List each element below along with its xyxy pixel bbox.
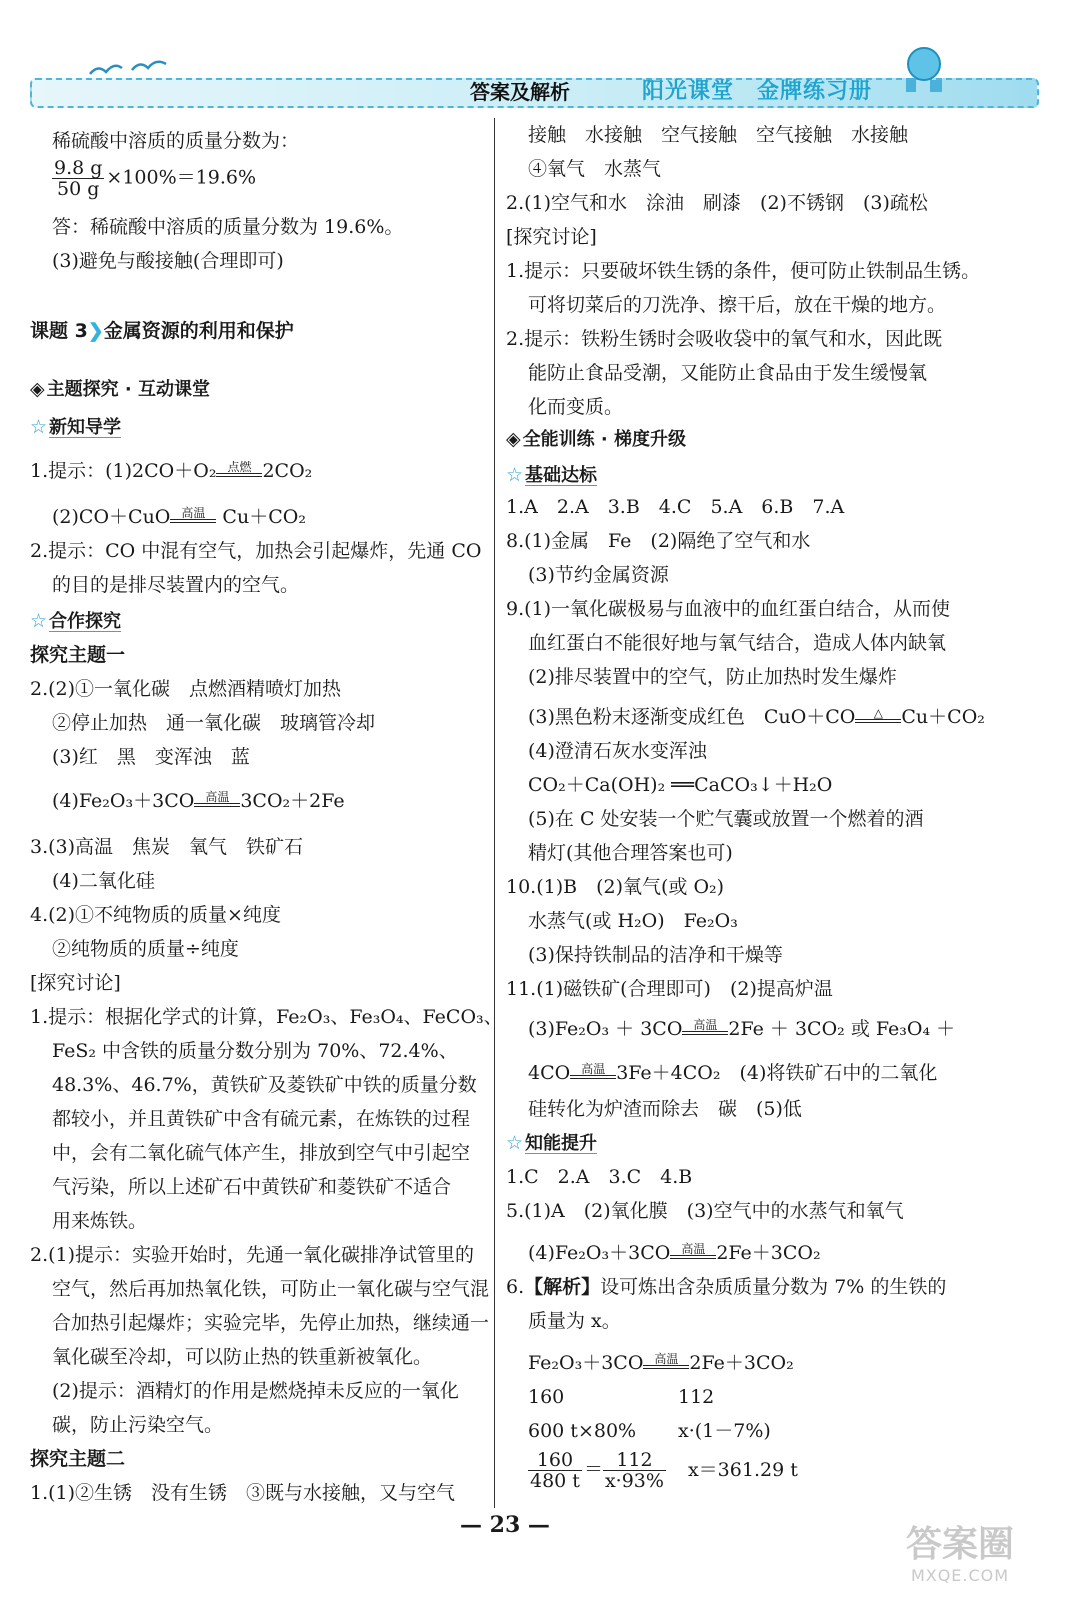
text-line: 11.(1)磁铁矿(合理即可) (2)提高炉温 [506, 978, 833, 1000]
text-line: 空气，然后再加热氧化铁，可防止一氧化碳与空气混 [52, 1278, 490, 1300]
answer-line: 1.A 2.A 3.B 4.C 5.A 6.B 7.A [506, 496, 845, 518]
text-line: 精灯(其他合理答案也可) [528, 842, 733, 864]
page-number: — 23 — [460, 1512, 550, 1538]
text-line: 48.3%、46.7%，黄铁矿及菱铁矿中铁的质量分数 [52, 1074, 477, 1096]
diamond-icon: ◈ [30, 378, 45, 400]
text-line: ④氧气 水蒸气 [528, 158, 662, 180]
section-title: ◈ 主题探究 · 互动课堂 [30, 378, 210, 400]
fraction: $\frac{112}{x\cdot 93\%}$ [604, 1449, 664, 1492]
text-line: 质量为 x。 [528, 1310, 621, 1332]
reaction-arrow: 高温 [170, 507, 216, 530]
equation-line: (4)Fe₂O₃＋3CO 高温 2Fe＋3CO₂ [528, 1242, 821, 1264]
equation-line: Fe₂O₃＋3CO 高温 2Fe＋3CO₂ [528, 1352, 794, 1374]
text-line: 气污染，所以上述矿石中黄铁矿和菱铁矿不适合 [52, 1176, 452, 1198]
fraction: $\frac{160}{480 t}$ [530, 1449, 580, 1492]
star-icon: ☆ [30, 416, 48, 438]
equation-line: (3)黑色粉末逐渐变成红色 CuO＋CO △ Cu＋CO₂ [528, 706, 985, 728]
text-line: 能防止食品受潮，又能防止食品由于发生缓慢氧 [528, 362, 928, 384]
fraction-line: $\frac{9.8 g}{50 g}$ ×100%＝19.6% [54, 157, 257, 200]
header-brand: 阳光课堂 金牌练习册 [642, 79, 873, 104]
proportion-line: $\frac{160}{480 t}$ ＝ $\frac{112}{x\cdot 93\%}$ x＝361.29 t [530, 1449, 798, 1492]
column-divider [494, 118, 495, 1508]
text-line: 血红蛋白不能很好地与氧气结合，造成人体内缺氧 [528, 632, 947, 654]
text-line: ②纯物质的质量÷纯度 [52, 938, 239, 960]
reaction-arrow: 高温 [682, 1019, 728, 1042]
text-line: 水蒸气(或 H₂O) Fe₂O₃ [528, 910, 738, 932]
star-icon: ☆ [506, 1132, 524, 1154]
text-line: 4.(2)①不纯物质的质量×纯度 [30, 904, 281, 926]
star-icon: ☆ [506, 464, 524, 486]
subsection-title: ☆ 合作探究 [30, 610, 122, 632]
equation-line: (2)CO＋CuO 高温 Cu＋CO₂ [52, 506, 306, 528]
diamond-icon: ◈ [506, 428, 521, 450]
text-line: (3)保持铁制品的洁净和干燥等 [528, 944, 783, 966]
text-line: 化而变质。 [528, 396, 624, 418]
globe-icon [892, 40, 952, 96]
text-line: 2.(1)空气和水 涂油 刷漆 (2)不锈钢 (3)疏松 [506, 192, 928, 214]
text-line: 5.(1)A (2)氧化膜 (3)空气中的水蒸气和氧气 [506, 1200, 904, 1222]
text-line: 8.(1)金属 Fe (2)隔绝了空气和水 [506, 530, 811, 552]
text-line: 2.提示：铁粉生锈时会吸收袋中的氧气和水，因此既 [506, 328, 943, 350]
text-line: 都较小，并且黄铁矿中含有硫元素，在炼铁的过程 [52, 1108, 471, 1130]
chevron-right-icon: ❯ [87, 320, 104, 342]
reaction-arrow: 高温 [194, 791, 240, 814]
text-line: [探究讨论] [30, 972, 121, 994]
text-line: 碳，防止污染空气。 [52, 1414, 224, 1436]
text-line: FeS₂ 中含铁的质量分数分别为 70%、72.4%、 [52, 1040, 458, 1062]
equation-line: 4CO 高温 3Fe＋4CO₂ (4)将铁矿石中的二氧化 [528, 1062, 938, 1084]
text-line: (2)排尽装置中的空气，防止加热时发生爆炸 [528, 666, 897, 688]
topic-heading: 探究主题二 [30, 1448, 126, 1470]
subsection-title: ☆ 基础达标 [506, 464, 598, 486]
text-line: 9.(1)一氧化碳极易与血液中的血红蛋白结合，从而使 [506, 598, 951, 620]
topic-heading: 探究主题一 [30, 644, 126, 666]
answer-line: 1.C 2.A 3.C 4.B [506, 1166, 693, 1188]
fraction: $\frac{9.8 g}{50 g}$ [54, 157, 103, 200]
text-line: 1.(1)②生锈 没有生锈 ③既与水接触，又与空气 [30, 1482, 456, 1504]
reaction-arrow: △ [855, 707, 901, 730]
text-line: 稀硫酸中溶质的质量分数为： [52, 130, 300, 152]
header-title: 答案及解析 [470, 80, 570, 104]
subsection-title: ☆ 新知导学 [30, 416, 122, 438]
text-line: 2.提示：CO 中混有空气，加热会引起爆炸，先通 CO [30, 540, 482, 562]
calc-line: 160 112 [528, 1386, 715, 1408]
equation-line: (3)Fe₂O₃ ＋ 3CO 高温 2Fe ＋ 3CO₂ 或 Fe₃O₄ ＋ [528, 1018, 956, 1040]
text-line: 硅转化为炉渣而除去 碳 (5)低 [528, 1098, 802, 1120]
text-line: 合加热引起爆炸；实验完毕，先停止加热，继续通一 [52, 1312, 490, 1334]
text-line: 1.提示：根据化学式的计算，Fe₂O₃、Fe₃O₄、FeCO₃、 [30, 1006, 503, 1028]
section-title: ◈ 全能训练 · 梯度升级 [506, 428, 686, 450]
text-line: 10.(1)B (2)氧气(或 O₂) [506, 876, 725, 898]
text-line: 氧化碳至冷却，可以防止热的铁重新被氧化。 [52, 1346, 433, 1368]
star-icon: ☆ [30, 610, 48, 632]
watermark-logo: 答案圈 MXQE.COM [905, 1524, 1014, 1585]
text-line: (4)二氧化硅 [52, 870, 155, 892]
text-line: 2.(1)提示：实验开始时，先通一氧化碳排净试管里的 [30, 1244, 475, 1266]
equation-line: (4)Fe₂O₃＋3CO 高温 3CO₂＋2Fe [52, 790, 345, 812]
equation-line: 1.提示：(1)2CO＋O₂ 点燃 2CO₂ [30, 460, 313, 482]
text-line: (5)在 C 处安装一个贮气囊或放置一个燃着的酒 [528, 808, 924, 830]
text-line: (2)提示：酒精灯的作用是燃烧掉未反应的一氧化 [52, 1380, 459, 1402]
reaction-arrow: 高温 [670, 1243, 716, 1266]
text-line: 1.提示：只要破坏铁生锈的条件，便可防止铁制品生锈。 [506, 260, 981, 282]
text-line: (3)避免与酸接触(合理即可) [52, 250, 284, 272]
text-line: 的目的是排尽装置内的空气。 [52, 574, 300, 596]
text-line: (3)红 黑 变浑浊 蓝 [52, 746, 250, 768]
text-line: 3.(3)高温 焦炭 氧气 铁矿石 [30, 836, 304, 858]
calc-line: 600 t×80% x·(1－7%) [528, 1420, 771, 1442]
lesson-title: 课题 3❯金属资源的利用和保护 [30, 320, 294, 342]
text-line: (3)节约金属资源 [528, 564, 669, 586]
text-line: 中，会有二氧化硫气体产生，排放到空气中引起空 [52, 1142, 471, 1164]
text-line: 用来炼铁。 [52, 1210, 148, 1232]
text-line: 可将切菜后的刀洗净、擦干后，放在干燥的地方。 [528, 294, 947, 316]
text-line: 2.(2)①一氧化碳 点燃酒精喷灯加热 [30, 678, 342, 700]
text-line: 接触 水接触 空气接触 空气接触 水接触 [528, 124, 909, 146]
text-line: CO₂＋Ca(OH)₂ ══CaCO₃↓＋H₂O [528, 774, 833, 796]
reaction-arrow: 高温 [570, 1063, 616, 1086]
subsection-title: ☆ 知能提升 [506, 1132, 598, 1154]
text-line: ②停止加热 通一氧化碳 玻璃管冷却 [52, 712, 376, 734]
text-line: [探究讨论] [506, 226, 597, 248]
page-header [30, 40, 1040, 120]
reaction-arrow: 点燃 [216, 461, 262, 484]
reaction-arrow: 高温 [643, 1353, 689, 1376]
text-line: (4)澄清石灰水变浑浊 [528, 740, 707, 762]
text-line: 6.【解析】设可炼出含杂质质量分数为 7% 的生铁的 [506, 1276, 947, 1298]
text-line: 答：稀硫酸中溶质的质量分数为 19.6%。 [52, 216, 404, 238]
